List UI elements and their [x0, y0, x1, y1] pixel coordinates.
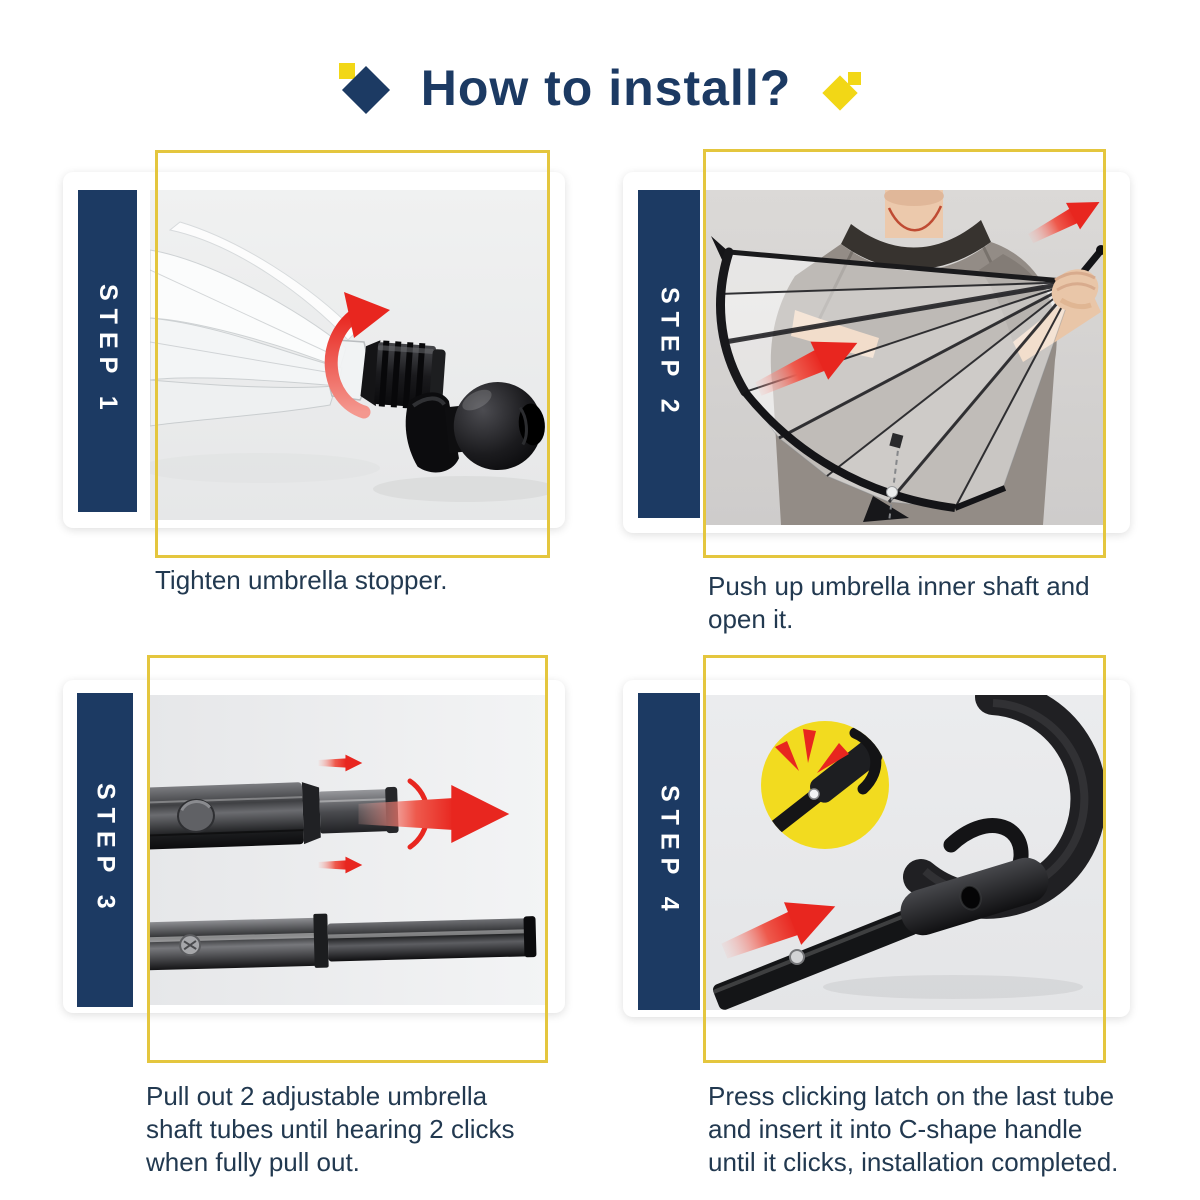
- step-label-text: STEP 4: [655, 784, 684, 919]
- step-label-text: STEP 1: [94, 284, 122, 418]
- step-4-photo: [703, 695, 1106, 1010]
- stopper-shadow: [373, 476, 550, 502]
- step-1-caption: Tighten umbrella stopper.: [155, 565, 448, 595]
- page-title: [0, 48, 1200, 132]
- step-4-caption: Press clicking latch on the last tube and insert it into C-shape handle until it clicks, installation completed.: [708, 1081, 1119, 1177]
- step-label-text: STEP 3: [91, 783, 120, 917]
- push-button: [177, 799, 214, 832]
- latch-close-up: [809, 789, 819, 799]
- step-1-photo: [150, 190, 550, 520]
- step-3-label: [77, 693, 133, 1007]
- step-1-label: [78, 190, 137, 512]
- step-label-text: STEP 2: [655, 287, 684, 421]
- small-yellow-square-icon: [848, 72, 861, 85]
- clicking-latch: [790, 950, 804, 964]
- step-3-caption: Pull out 2 adjustable umbrella shaft tubes until hearing 2 clicks when fully pull out.: [146, 1081, 515, 1177]
- small-yellow-square-icon: [339, 63, 355, 79]
- diamond-yellow-icon: [821, 74, 859, 112]
- step-2-caption: Push up umbrella inner shaft and open it.: [708, 571, 1090, 634]
- page-title-text: How to install?: [420, 60, 792, 116]
- step-3-photo: [148, 695, 548, 1005]
- diamond-navy-icon: [341, 65, 391, 115]
- step-2-photo: [703, 190, 1106, 525]
- step-2-label: [638, 190, 700, 518]
- step-4-label: [638, 693, 700, 1010]
